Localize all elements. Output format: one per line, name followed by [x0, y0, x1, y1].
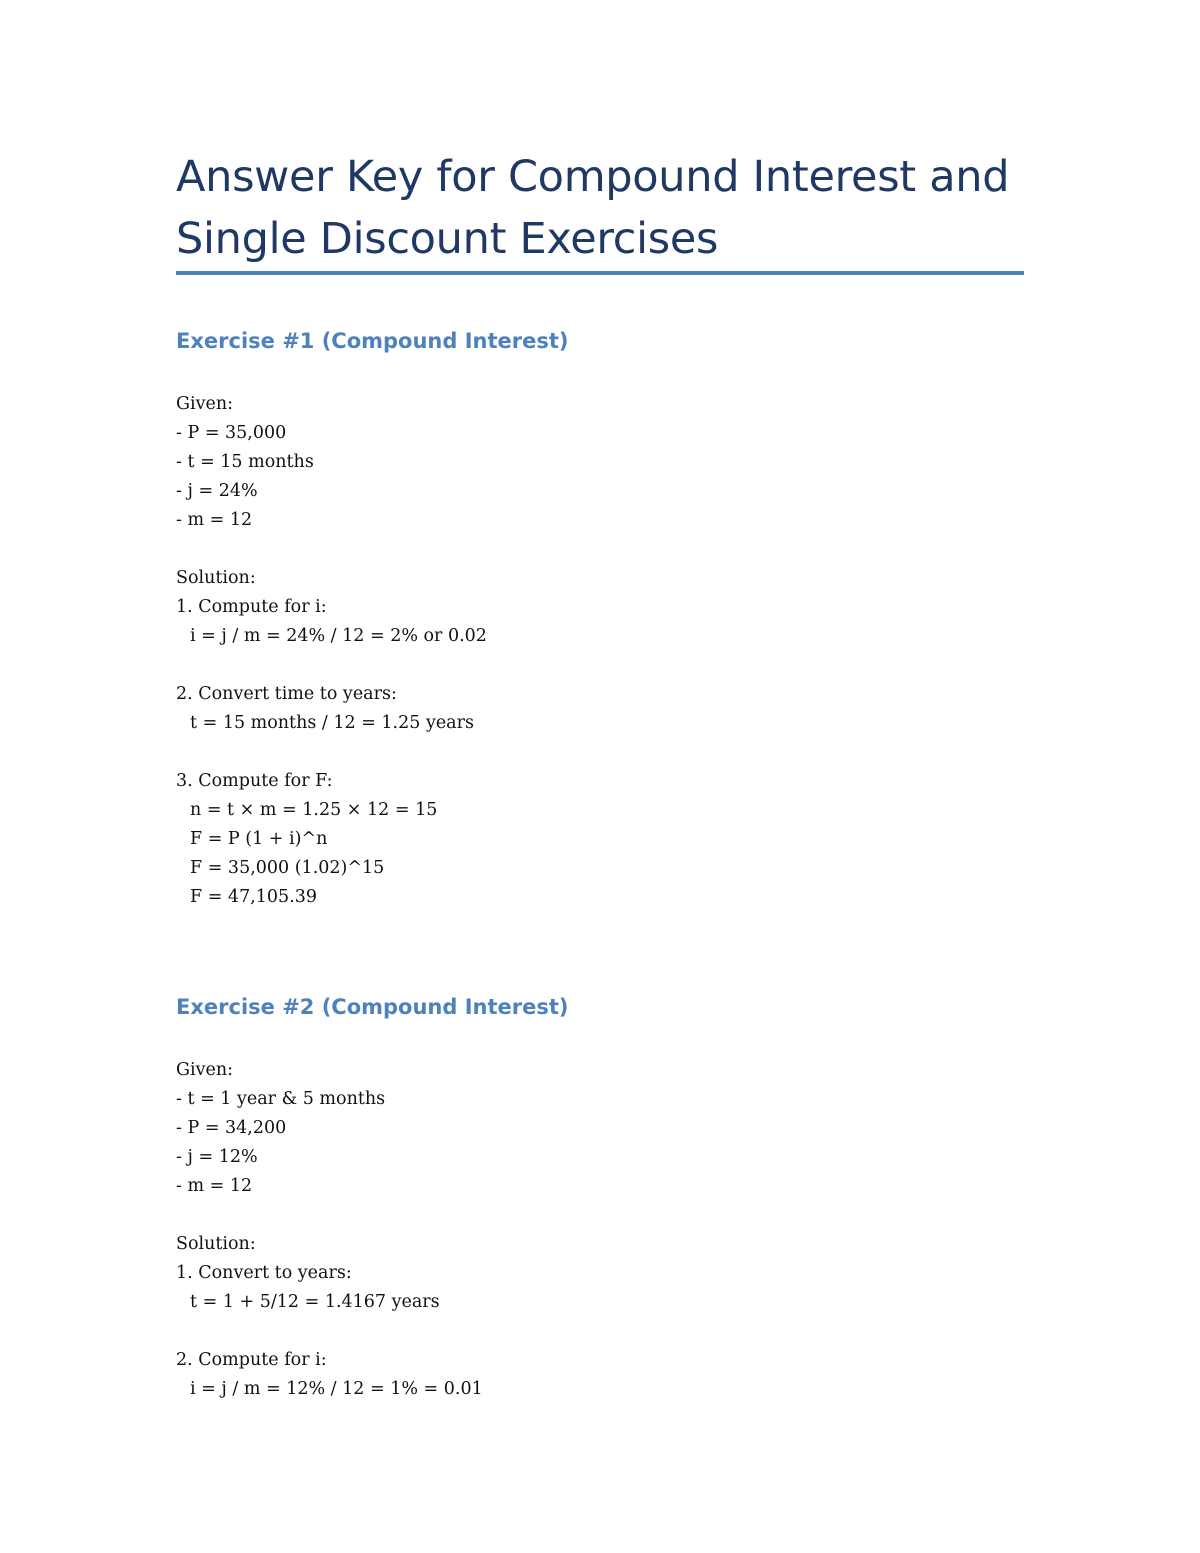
given-label: Given:: [176, 394, 233, 414]
step-line: n = t × m = 1.25 × 12 = 15: [190, 800, 438, 820]
step-label: 2. Convert time to years:: [176, 684, 397, 704]
exercise-2-solution: [176, 1230, 1036, 1317]
given-item: - j = 12%: [176, 1147, 258, 1167]
given-item: - j = 24%: [176, 481, 258, 501]
given-item: - t = 1 year & 5 months: [176, 1089, 386, 1109]
step-label: 1. Compute for i:: [176, 597, 327, 617]
exercise-1-step-2: [176, 680, 1036, 738]
exercise-1-solution: [176, 564, 1036, 651]
step-label: 2. Compute for i:: [176, 1350, 327, 1370]
given-item: - P = 34,200: [176, 1118, 287, 1138]
title-underline: [176, 271, 1024, 275]
step-line: i = j / m = 24% / 12 = 2% or 0.02: [190, 626, 487, 646]
exercise-1-given: [176, 390, 1036, 535]
exercise-2-heading-block: [176, 992, 1036, 1022]
step-line: t = 15 months / 12 = 1.25 years: [190, 713, 474, 733]
step-label: 3. Compute for F:: [176, 771, 333, 791]
step-line: F = 35,000 (1.02)^15: [190, 858, 385, 878]
given-item: - t = 15 months: [176, 452, 314, 472]
solution-label: Solution:: [176, 1234, 256, 1254]
given-item: - m = 12: [176, 510, 253, 530]
step-label: 1. Convert to years:: [176, 1263, 352, 1283]
exercise-1-step-3: [176, 767, 1036, 912]
document-title: Answer Key for Compound Interest and Single Discount Exercises: [176, 152, 1010, 264]
step-line: F = 47,105.39: [190, 887, 317, 907]
step-line: F = P (1 + i)^n: [190, 829, 328, 849]
given-item: - m = 12: [176, 1176, 253, 1196]
solution-label: Solution:: [176, 568, 256, 588]
given-label: Given:: [176, 1060, 233, 1080]
exercise-1-heading: Exercise #1 (Compound Interest): [176, 329, 569, 353]
step-line: i = j / m = 12% / 12 = 1% = 0.01: [190, 1379, 483, 1399]
given-item: - P = 35,000: [176, 423, 287, 443]
exercise-2-given: [176, 1056, 1036, 1201]
step-line: t = 1 + 5/12 = 1.4167 years: [190, 1292, 440, 1312]
exercise-1-heading-block: [176, 326, 1036, 356]
exercise-2-step-2: [176, 1346, 1036, 1404]
exercise-2-heading: Exercise #2 (Compound Interest): [176, 995, 569, 1019]
